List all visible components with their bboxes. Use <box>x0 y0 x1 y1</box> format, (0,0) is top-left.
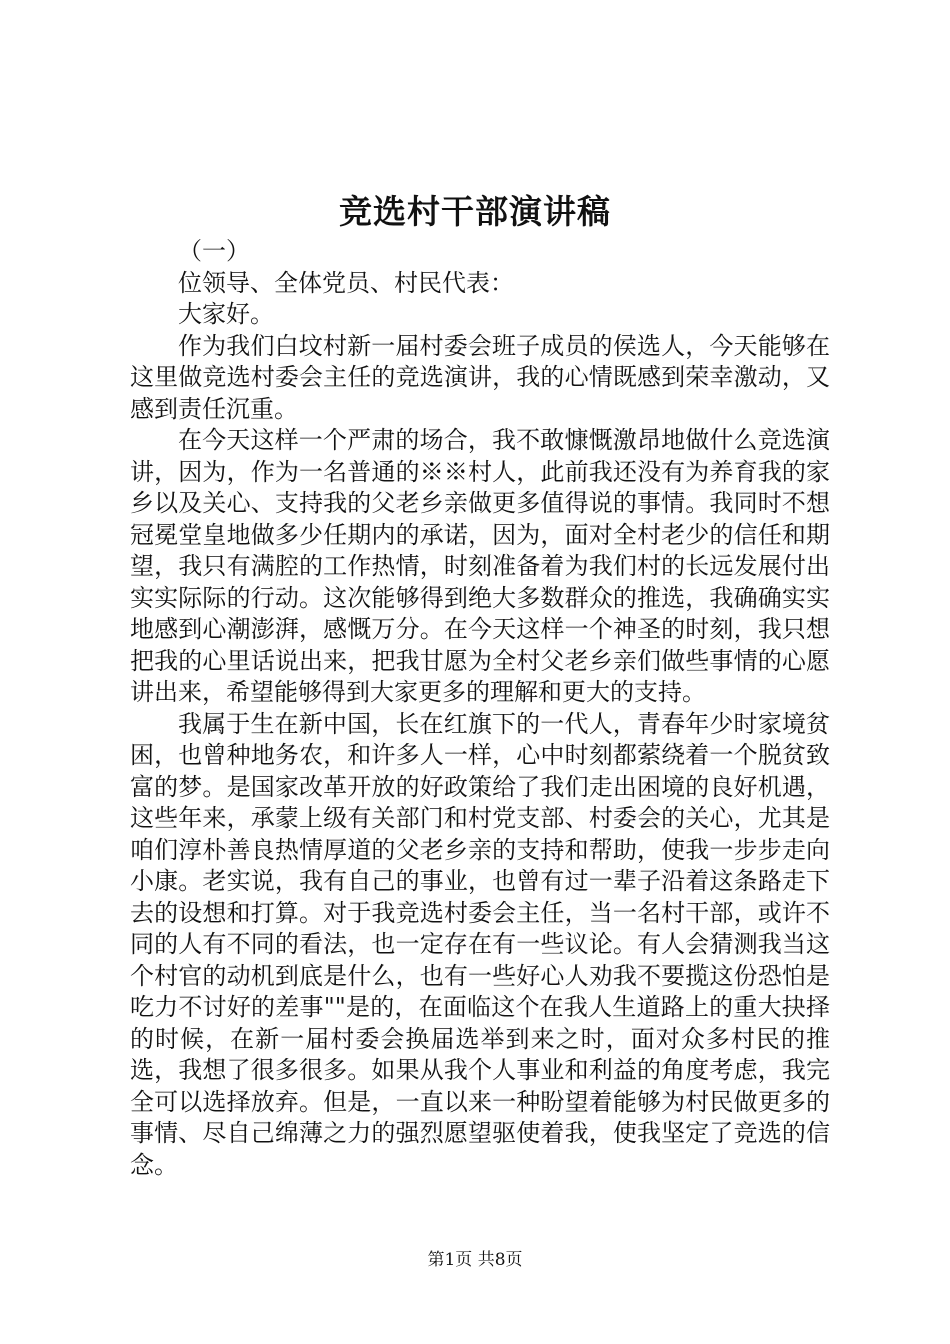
paragraph-salutation: 位领导、全体党员、村民代表： <box>178 268 514 297</box>
document-title: 竞选村干部演讲稿 <box>339 192 611 231</box>
paragraph-3: 我属于生在新中国，长在红旗下的一代人，青春年少时家境贫困，也曾种地务农，和许多人一样，心中时刻都萦绕着一个脱贫致富的梦。是国家改革开放的好政策给了我们走出困境的良好机遇，这些年来，承蒙上级有关部门和村党支部、村委会的关心，尤其是咱们淳朴善良热情厚道的父老乡亲的支持和帮助，使我一步步走向小康。老实说，我有自己的事业，也曾有过一辈子沿着这条路走下去的设想和打算。对于我竞选村委会主任，当一名村干部，或许不同的人有不同的看法，也一定存在有一些议论。有人会猜测我当这个村官的动机到底是什么，也有一些好心人劝我不要揽这份恐怕是吃力不讨好的差事""是的，在面临这个在我人生道路上的重大抉择的时候，在新一届村委会换届选举到来之时，面对众多村民的推选，我想了很多很多。如果从我个人事业和利益的角度考虑，我完全可以选择放弃。但是，一直以来一种盼望着能够为村民做更多的事情、尽自己绵薄之力的强烈愿望驱使着我，使我坚定了竞选的信念。 <box>130 709 830 1179</box>
paragraph-greeting: 大家好。 <box>178 300 274 328</box>
paragraph-section-number: （一） <box>178 237 250 265</box>
paragraph-2: 在今天这样一个严肃的场合，我不敢慷慨激昂地做什么竞选演讲，因为，作为一名普通的※※村人，此前我还没有为养育我的家乡以及关心、支持我的父老乡亲做更多值得说的事情。我同时不想冠冕堂皇地做多少任期内的承诺，因为，面对全村老少的信任和期望，我只有满腔的工作热情，时刻准备着为我们村的长远发展付出实实际际的行动。这次能够得到绝大多数群众的推选，我确确实实地感到心潮澎湃，感慨万分。在今天这样一个神圣的时刻，我只想把我的心里话说出来，把我甘愿为全村父老乡亲们做些事情的心愿讲出来，希望能够得到大家更多的理解和更大的支持。 <box>130 426 830 706</box>
document-body <box>130 236 830 1181</box>
page-footer: 第1页 共8页 <box>427 1250 523 1270</box>
paragraph-1: 作为我们白坟村新一届村委会班子成员的侯选人，今天能够在这里做竞选村委会主任的竞选演讲，我的心情既感到荣幸激动，又感到责任沉重。 <box>130 331 830 423</box>
